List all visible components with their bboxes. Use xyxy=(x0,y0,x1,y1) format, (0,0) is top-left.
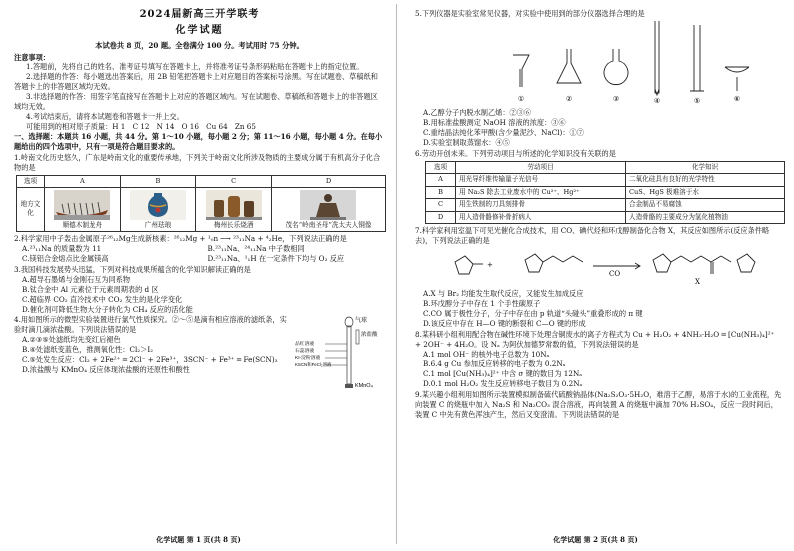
q6-b-task: 用 Na₂S 除去工业废水中的 Cu²⁺、Hg²⁺ xyxy=(456,186,626,199)
apparatus-label-4: ④ xyxy=(653,96,661,105)
graduated-cylinder-icon xyxy=(690,25,704,91)
q6-d-label: D xyxy=(426,211,456,224)
exam-title: 2024届新高三开学联考 xyxy=(139,9,260,20)
funnel-icon xyxy=(513,55,529,87)
notice-1: 1.答题前，先将自己的姓名、准考证号填写在答题卡上，并将准考证号条形码粘贴在答题卡上的指定位置。 xyxy=(26,62,364,72)
q1-header-d: D xyxy=(271,175,385,187)
q1-cell-a xyxy=(45,187,121,231)
question-9: 9.某兴趣小组利用如图所示装置模拟制备硫代硫酸钠晶体(Na₂S₂O₃·5H₂O，难溶于乙醇，易溶于水)的工业流程，先向装置 C 的烧瓶中加入 Na₂S 和 Na₂CO₃ 混合溶液，再向装置 A 的烧瓶中滴加 70% H₂SO₄，反应一段时间后，装置 C 中先有黄色浑浊产生，然后又变澄清。下列说法错误的是 xyxy=(415,390,782,420)
q7-option-d: D.该反应中存在 H—O 键的断裂和 C—O 键的形成 xyxy=(423,318,586,328)
q6-d-knowledge: 人造骨骼的主要成分为氢化植物油 xyxy=(626,211,785,224)
question-6-table xyxy=(425,161,785,225)
q8-option-d: D.0.1 mol H₂O₂ 发生反应转移电子数目为 0.2Nₐ xyxy=(423,379,583,389)
evaporating-dish-icon xyxy=(725,67,749,91)
q7-option-b: B.环戊醇分子中存在 1 个手性碳原子 xyxy=(423,298,541,308)
q1-header-option: 选项 xyxy=(17,175,45,187)
question-7: 7.科学家利用室温下可见光催化合成技术，用 CO、碘代烃和环戊醇制备化合物 X，其反应如图所示(反应条件略去)，下列说法正确的是 xyxy=(415,226,770,245)
q1-cell-b xyxy=(120,187,196,231)
round-flask-icon xyxy=(604,49,628,85)
page-2 xyxy=(397,0,794,551)
iodoalkane-ring xyxy=(525,254,543,272)
question-8: 8.某科研小组利用配合物在碱性环境下处理含铜废水的离子方程式为 Cu + H₂O₂ + 4NH₃·H₂O ═ [Cu(NH₃)₄]²⁺ + 2OH⁻ + 4H₂O。设 Nₐ 为阿伏加德罗常数的值，下列说法错误的是 xyxy=(415,329,775,349)
product-ring-right xyxy=(737,254,755,272)
fig-label-3: 石蕊溶液 xyxy=(295,349,315,355)
q8-option-b: B.6.4 g Cu 参加反应转移的电子数为 0.2Nₐ xyxy=(423,359,566,369)
q6-b-label: B xyxy=(426,186,456,199)
q5-option-d: D.实验室制取蒸馏水：④⑤ xyxy=(423,137,510,147)
q2-option-d: D.²³₁₁Na、¹₁H 在一定条件下均与 O₂ 反应 xyxy=(207,253,345,263)
chlorine-apparatus-figure xyxy=(295,314,385,392)
question-3: 3.我国科技发展势头迅猛，下列对科技成果所蕴含的化学知识解读正确的是 xyxy=(14,264,251,274)
q6-c-task: 用生铁制的刀具刻排骨 xyxy=(456,199,626,212)
exam-meta: 本试卷共 8 页，20 题。全卷满分 100 分。考试用时 75 分钟。 xyxy=(95,40,304,50)
apparatus-label-3: ③ xyxy=(612,94,620,103)
dragon-boat-image xyxy=(54,190,110,220)
question-4: 4.用如图所示的微型实验装置进行氯气性质探究。②～⑤是滴有相应溶液的滤纸条，实验时滴几滴浓盐酸。下列说法错误的是 xyxy=(14,315,287,335)
table-row xyxy=(426,186,785,199)
q1-caption-c: 梅州长乐烧酒 xyxy=(213,220,254,229)
q2-options-row-2 xyxy=(14,254,385,264)
q6-a-label: A xyxy=(426,174,456,187)
question-2: 2.科学家用中子轰击金属原子²⁶₁₂Mg生成新核素：²⁶₁₂Mg + ¹₀n ─→ ²³₁₁Na + ⁴₂He，下列说法正确的是 xyxy=(14,233,347,243)
q2-option-a: A.²³₁₁Na 的质量数为 11 xyxy=(22,243,102,253)
question-5: 5.下列仪器是实验室常见仪器，对实验中使用到的部分仪器选择合理的是 xyxy=(415,9,645,18)
q6-a-knowledge: 二氧化硅具有良好的光学特性 xyxy=(626,174,785,187)
question-6: 6.劳动开创未来。下列劳动项目与所述的化学知识没有关联的是 xyxy=(415,148,616,158)
lab-apparatus-figure xyxy=(435,19,794,105)
table-row xyxy=(426,199,785,212)
q8-option-a: A.1 mol OH⁻ 的核外电子总数为 10Nₐ xyxy=(423,349,550,359)
q2-option-b: B.²³₁₁Na、²⁴₁₁Na 中子数相同 xyxy=(207,243,305,253)
section-1-heading: 一、选择题：本题共 16 小题，共 44 分。第 1～10 小题，每小题 2 分；第 11～16 小题，每小题 4 分。在每小题给出的四个选项中，只有一项是符合题目要求的。 xyxy=(14,132,383,151)
question-1-table xyxy=(16,175,386,232)
exam-subtitle: 化学试题 xyxy=(175,24,224,36)
q2-option-c: C.镁铝合金熔点比金属镁高 xyxy=(22,253,109,263)
notice-2: 2.选择题的作答：每小题选出答案后，用 2B 铅笔把答题卡上对应题目的答案标号涂黑。写在试题卷、草稿纸和答题卡上的非答题区域均无效。 xyxy=(14,72,378,92)
q6-c-knowledge: 合金制品不易腐蚀 xyxy=(626,199,785,212)
q1-caption-a: 顺德木制龙舟 xyxy=(62,220,103,229)
q5-option-a: A.乙醇分子内脱水制乙烯：②③⑥ xyxy=(423,107,532,117)
q4-option-d: D.浓盐酸与 KMnO₄ 反应体现浓盐酸的还原性和酸性 xyxy=(22,365,190,375)
plus-sign: + xyxy=(487,260,493,269)
product-label-x: X xyxy=(695,277,700,286)
fig-label-hcl: 浓盐酸 xyxy=(361,332,378,339)
q5-option-c: C.重结晶法纯化苯甲酸(含少量泥沙、NaCl)：①⑦ xyxy=(423,127,584,137)
q1-header-c: C xyxy=(196,175,272,187)
fig-label-balloon: 气球 xyxy=(355,318,368,325)
q1-header-a: A xyxy=(45,175,121,187)
apparatus-label-2: ② xyxy=(565,94,573,103)
q6-header-task: 劳动项目 xyxy=(456,161,626,174)
notice-heading: 注意事项： xyxy=(14,52,50,62)
liquor-image xyxy=(206,190,262,220)
q4-option-b: B.④处滤纸变蓝色，推测氧化性：Cl₂＞I₂ xyxy=(22,345,154,355)
q1-row-label: 地方文化 xyxy=(17,187,45,231)
notice-3: 3.非选择题的作答：用签字笔直接写在答题卡上对应的答题区域内。写在试题卷、草稿纸和答题卡上的非答题区域均无效。 xyxy=(14,92,378,112)
q6-header-option: 选项 xyxy=(426,161,456,174)
q1-cell-d xyxy=(271,187,385,231)
cyclopentanol-ring xyxy=(455,256,473,274)
q4-option-c: C.⑤处发生反应：Cl₂ + 2Fe²⁺ ═ 2Cl⁻ + 2Fe³⁺，3SCN⁻ + Fe³⁺ ═ Fe(SCN)₃ xyxy=(22,355,278,365)
question-1: 1.岭南文化历史悠久，广东是岭南文化的重要传承地，下列关于岭南文化所涉及物质的主要成分属于有机高分子化合物的是 xyxy=(14,152,381,172)
conical-flask-icon xyxy=(557,49,581,83)
burette-icon xyxy=(655,21,659,95)
apparatus-label-1: ① xyxy=(517,94,525,103)
fig-label-4: KI-淀粉溶液 xyxy=(295,356,321,362)
q3-option-d: D.催化剂可降低生物大分子转化为 CH₄ 反应的活化能 xyxy=(22,304,193,314)
page-2-footer: 化学试题 第 2 页(共 8 页) xyxy=(553,535,638,545)
q6-c-label: C xyxy=(426,199,456,212)
atomic-masses: 可能用到的相对原子质量：H 1 C 12 N 14 O 16 Cu 64 Zn 65 xyxy=(26,122,256,132)
reagent-co: CO xyxy=(609,269,621,278)
fig-label-5: KSCN和FeCl₂溶液 xyxy=(295,362,332,368)
q1-caption-b: 广州珐琅 xyxy=(144,220,172,229)
fig-label-2: 品红溶液 xyxy=(295,342,315,348)
apparatus-label-5: ⑤ xyxy=(693,96,701,105)
notice-4: 4.考试结束后，请将本试题卷和答题卡一并上交。 xyxy=(26,112,184,122)
reaction-scheme-figure xyxy=(425,246,785,286)
q6-a-task: 用光导纤维传输量子光信号 xyxy=(456,174,626,187)
q3-option-c: C.超临界 CO₂ 直冷技术中 CO₂ 发生的是化学变化 xyxy=(22,294,183,304)
apparatus-label-6: ⑥ xyxy=(733,94,741,103)
q8-option-c: C.1 mol [Cu(NH₃)₄]²⁺ 中含 σ 键的数目为 12Nₐ xyxy=(423,369,583,379)
q6-b-knowledge: CuS、HgS 极难溶于水 xyxy=(626,186,785,199)
q6-header-knowledge: 化学知识 xyxy=(626,161,785,174)
table-row xyxy=(426,174,785,187)
q3-option-b: B.钛合金中 Al 元素位于元素周期表的 d 区 xyxy=(22,284,159,294)
q7-option-a: A.X 与 Br₂ 均能发生取代反应，又能发生加成反应 xyxy=(423,288,584,298)
q2-options-row-1 xyxy=(14,244,385,254)
bronze-statue-image xyxy=(300,190,356,220)
q1-caption-d: 茂名“岭南圣母”冼太夫人铜像 xyxy=(285,220,372,229)
table-row xyxy=(426,211,785,224)
q4-option-a: A.②③⑤处滤纸均先变红后褪色 xyxy=(22,335,121,345)
q1-cell-c xyxy=(196,187,272,231)
q5-option-b: B.用标准盐酸测定 NaOH 溶液的浓度：③⑥ xyxy=(423,117,566,127)
page-1-footer: 化学试题 第 1 页(共 8 页) xyxy=(156,535,241,545)
q7-option-c: C.CO 属于极性分子，分子中存在由 p 轨道“头碰头”重叠形成的 π 键 xyxy=(423,308,643,318)
product-ring-left xyxy=(653,254,671,272)
fig-label-kmno4: KMnO₄ xyxy=(355,383,373,390)
q3-option-a: A.超导石墨烯与金刚石互为同系物 xyxy=(22,274,131,284)
enamel-vase-image xyxy=(130,190,186,220)
q6-d-task: 用人造骨骼修补骨折病人 xyxy=(456,211,626,224)
q1-header-b: B xyxy=(120,175,196,187)
